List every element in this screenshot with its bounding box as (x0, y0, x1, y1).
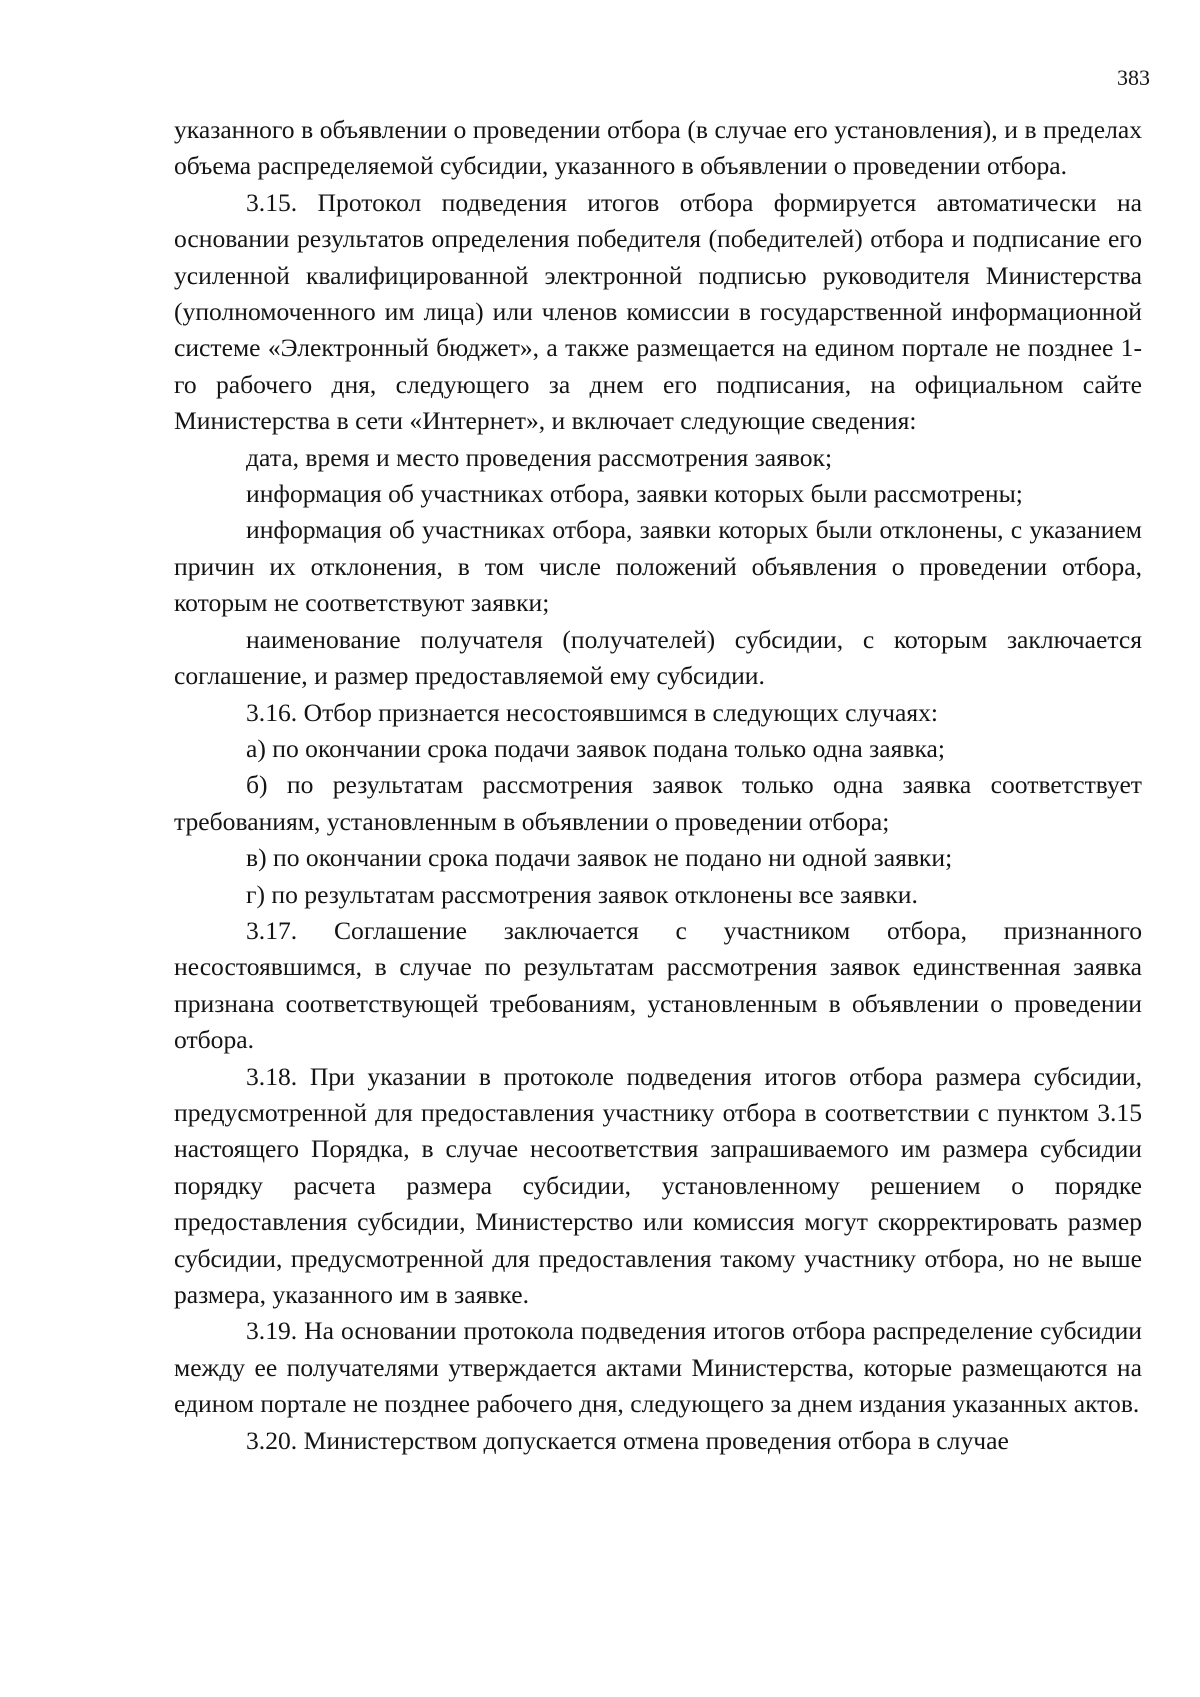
list-item: дата, время и место проведения рассмотрения заявок; (246, 442, 833, 472)
paragraph: 3.15. Протокол подведения итогов отбора формируется автоматически на основании результатов определения победителя (победителей) отбора и подписание его усиленной квалифицированной электронной подписью руководителя Министерства (уполномоченного им лица) или членов комиссии в государственной информационной системе «Электронный бюджет», а также размещается на едином портале не позднее 1-го рабочего дня, следующего за днем его подписания, на официальном сайте Министерства в сети «Интернет», и включает следующие сведения: (174, 187, 1142, 436)
list-item: информация об участниках отбора, заявки которых были отклонены, с указанием причин их отклонения, в том числе положений объявления о проведении отбора, которым не соответствуют заявки; (174, 515, 1142, 618)
list-item: наименование получателя (получателей) субсидии, с которым заключается соглашение, и размер предоставляемой ему субсидии. (174, 624, 1142, 691)
paragraph: 3.20. Министерством допускается отмена проведения отбора в случае (246, 1425, 1009, 1455)
paragraph: 3.19. На основании протокола подведения итогов отбора распределение субсидии между ее получателями утверждается актами Министерства, которые размещаются на едином портале не позднее рабочего дня, следующего за днем издания указанных актов. (174, 1316, 1142, 1419)
list-item: в) по окончании срока подачи заявок не подано ни одной заявки; (246, 843, 953, 873)
document-body (174, 112, 1142, 1459)
paragraph: указанного в объявлении о проведении отбора (в случае его установления), и в пределах объема распределяемой субсидии, указанного в объявлении о проведении отбора. (174, 115, 1142, 181)
list-item: информация об участниках отбора, заявки которых были рассмотрены; (246, 479, 1023, 509)
page-number: 383 (1117, 65, 1150, 90)
list-item: б) по результатам рассмотрения заявок только одна заявка соответствует требованиям, установленным в объявлении о проведении отбора; (174, 770, 1142, 836)
paragraph: 3.16. Отбор признается несостоявшимся в следующих случаях: (246, 697, 939, 727)
paragraph: 3.17. Соглашение заключается с участником отбора, признанного несостоявшимся, в случае по результатам рассмотрения заявок единственная заявка признана соответствующей требованиям, установленным в объявлении о проведении отбора. (174, 915, 1142, 1055)
list-item: г) по результатам рассмотрения заявок отклонены все заявки. (246, 879, 918, 909)
paragraph: 3.18. При указании в протоколе подведения итогов отбора размера субсидии, предусмотренной для предоставления участнику отбора в соответствии с пунктом 3.15 настоящего Порядка, в случае несоответствия запрашиваемого им размера субсидии порядку расчета размера субсидии, установленному решением о порядке предоставления субсидии, Министерство или комиссия могут скорректировать размер субсидии, предусмотренной для предоставления такому участнику отбора, но не выше размера, указанного им в заявке. (174, 1061, 1142, 1309)
list-item: а) по окончании срока подачи заявок подана только одна заявка; (246, 733, 945, 763)
